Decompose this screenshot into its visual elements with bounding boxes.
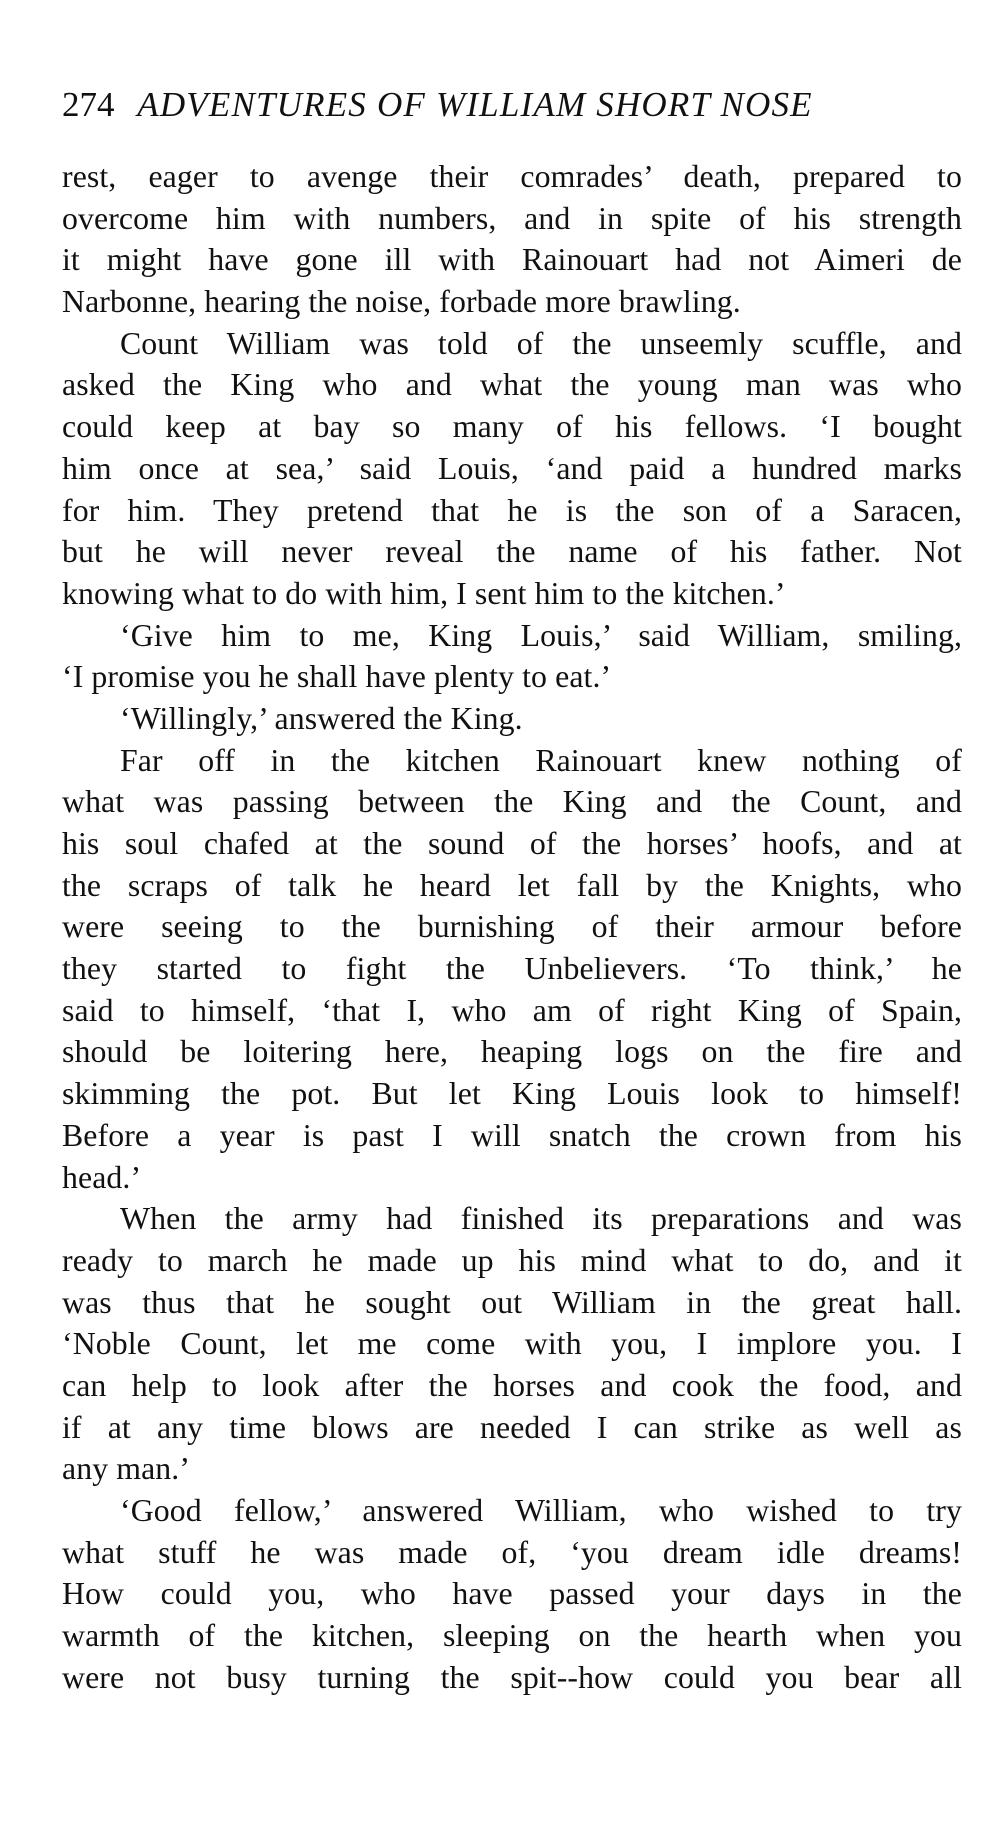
text-line: should be loitering here, heaping logs on the fire and: [62, 1034, 962, 1070]
text-line: Far off in the kitchen Rainouart knew nothing of: [120, 742, 962, 778]
body-text: [62, 156, 962, 1698]
text-line: what stuff he was made of, ‘you dream idle dreams!: [62, 1534, 962, 1570]
text-line: asked the King who and what the young man was who: [62, 367, 962, 403]
text-line: ‘Good fellow,’ answered William, who wished to try: [120, 1493, 962, 1528]
text-line: When the army had finished its preparations and was: [120, 1201, 962, 1237]
text-line: could keep at bay so many of his fellows. ‘I bought: [62, 409, 962, 445]
text-line: said to himself, ‘that I, who am of right King of Spain,: [62, 992, 962, 1028]
text-line: it might have gone ill with Rainouart had not Aimeri de: [62, 242, 962, 278]
text-line: warmth of the kitchen, sleeping on the hearth when you: [62, 1618, 962, 1654]
running-title: ADVENTURES OF WILLIAM SHORT NOSE: [137, 85, 813, 124]
text-line: ‘Willingly,’ answered the King.: [120, 700, 523, 736]
text-line: Narbonne, hearing the noise, forbade more brawling.: [62, 284, 741, 320]
text-line: can help to look after the horses and cook the food, and: [62, 1367, 962, 1403]
text-line: any man.’: [62, 1451, 191, 1487]
text-line: head.’: [62, 1159, 142, 1195]
page-number: 274: [62, 85, 115, 124]
text-line: if at any time blows are needed I can strike as well as: [62, 1409, 962, 1445]
text-line: How could you, who have passed your days in the: [62, 1576, 962, 1612]
text-line: they started to fight the Unbelievers. ‘To think,’ he: [62, 951, 962, 987]
text-line: were seeing to the burnishing of their armour before: [62, 909, 962, 945]
text-line: were not busy turning the spit--how could you bear all: [62, 1659, 962, 1695]
text-line: the scraps of talk he heard let fall by the Knights, who: [62, 867, 962, 903]
text-line: for him. They pretend that he is the son of a Saracen,: [62, 492, 962, 528]
text-line: what was passing between the King and the Count, and: [62, 784, 962, 820]
text-line: him once at sea,’ said Louis, ‘and paid a hundred marks: [62, 450, 962, 486]
text-line: rest, eager to avenge their comrades’ death, prepared to: [62, 159, 962, 194]
text-line: ready to march he made up his mind what to do, and it: [62, 1242, 962, 1278]
text-line: Count William was told of the unseemly scuffle, and: [120, 325, 962, 361]
text-line: knowing what to do with him, I sent him to the kitchen.’: [62, 575, 786, 611]
text-line: ‘Give him to me, King Louis,’ said William, smiling,: [120, 617, 962, 653]
running-header: [62, 80, 962, 130]
text-line: was thus that he sought out William in the great hall.: [62, 1284, 962, 1320]
text-line: overcome him with numbers, and in spite of his strength: [62, 200, 962, 236]
text-line: but he will never reveal the name of his father. Not: [62, 534, 962, 570]
text-line: ‘I promise you he shall have plenty to eat.’: [62, 659, 612, 695]
text-line: skimming the pot. But let King Louis look to himself!: [62, 1076, 962, 1112]
text-line: ‘Noble Count, let me come with you, I implore you. I: [62, 1326, 962, 1362]
text-line: Before a year is past I will snatch the crown from his: [62, 1117, 962, 1153]
text-line: his soul chafed at the sound of the horses’ hoofs, and at: [62, 826, 962, 861]
